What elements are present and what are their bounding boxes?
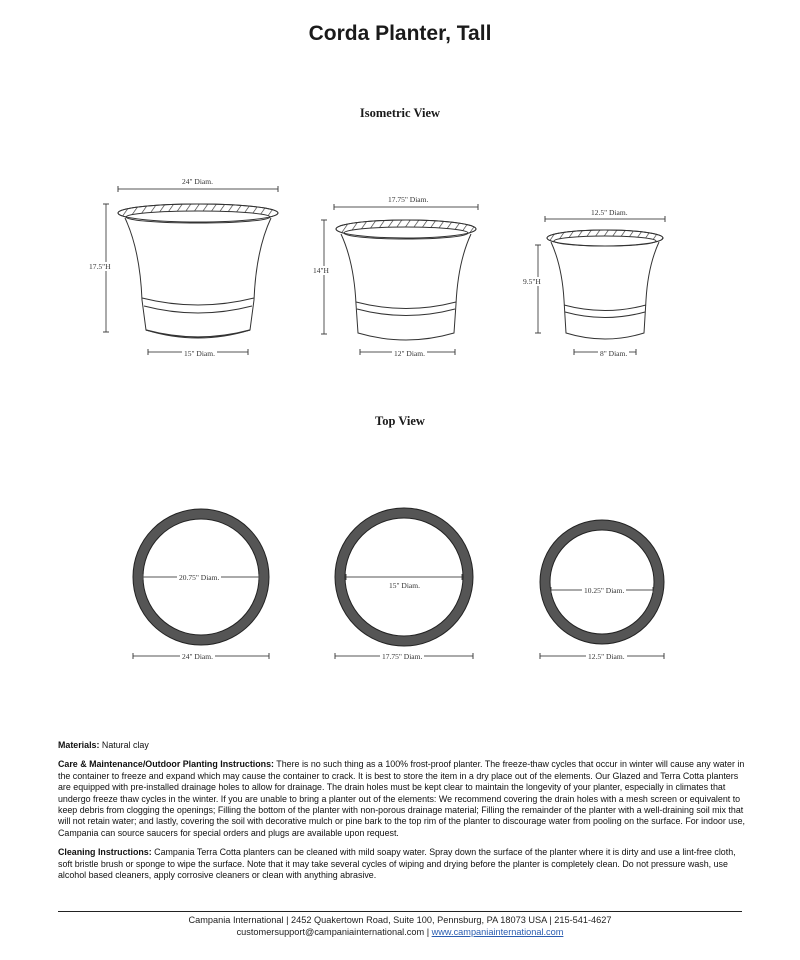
medium-outer-diameter-label: 17.75" Diam. <box>382 652 423 661</box>
care-text: There is no such thing as a 100% frost-proof planter. The freeze-thaw cycles that occur in winter will cause any water in the container to freeze and expand which may cause the container to crack. It is best to store the item in a dry place out of the elements. Our Glazed and Terra Cotta planters are equipped with pre-installed drainage holes to allow for drainage. The drain holes must be kept clear to maintain the longevity of your planter, especially in climates that undergo freeze thaw cycles in the winter. If you are unable to bring a planter out of the elements: We recommend covering the drain holes with a mesh screen or equivalent to keep debris from clogging the openings; Filling the bottom of the planter with non-porous drainage material; Filling the remainder of the planter with a well-draining soil mix that will not retain water; and lastly, covering the soil with decorative mulch or pine bark to the top rim of the planter to discourage water from pooling on the surface. For indoor use, Campania can source saucers for special orders and plugs are available upon request. <box>58 759 746 838</box>
footer-email[interactable]: customersupport@campaniainternational.com <box>236 927 425 937</box>
footer-separator: | <box>424 927 432 937</box>
planter-large-isometric <box>106 189 278 352</box>
footer-divider <box>58 911 742 912</box>
isometric-view-heading: Isometric View <box>359 106 441 120</box>
large-height-label: 17.5"H <box>89 262 111 271</box>
care-paragraph <box>58 759 748 839</box>
large-inner-diameter-label: 20.75" Diam. <box>179 573 220 582</box>
medium-height-label: 14"H <box>313 266 329 275</box>
cleaning-text: Campania Terra Cotta planters can be cleaned with mild soapy water. Spray down the surface of the planter where it is dirty and use a lint-free cloth, soft bristle brush or sponge to wipe the surface. Note that it may take several cycles of wiping and drying before the planter is completely clean. Do not pressure wash, use alcohol based cleaners, apply corrosive cleaners or clean with anything abrasive. <box>58 847 736 881</box>
materials-paragraph <box>58 740 748 751</box>
large-outer-diameter-label: 24" Diam. <box>182 652 213 661</box>
top-view-heading: Top View <box>375 414 425 428</box>
large-base-diameter-label: 15" Diam. <box>184 349 215 358</box>
medium-base-diameter-label: 12" Diam. <box>394 349 425 358</box>
product-details <box>58 740 748 889</box>
planter-medium-isometric <box>324 207 478 352</box>
footer-address: Campania International | 2452 Quakertown Road, Suite 100, Pennsburg, PA 18073 USA | 215-541-4627 <box>188 915 612 925</box>
medium-inner-diameter-label: 15" Diam. <box>389 581 420 590</box>
large-top-diameter-label: 24" Diam. <box>182 177 213 186</box>
small-base-diameter-label: 8" Diam. <box>600 349 628 358</box>
small-height-label: 9.5"H <box>523 277 541 286</box>
planter-small-isometric <box>538 219 665 352</box>
medium-top-diameter-label: 17.75" Diam. <box>388 195 429 204</box>
small-outer-diameter-label: 12.5" Diam. <box>588 652 625 661</box>
footer-website-link[interactable]: www.campaniainternational.com <box>431 927 564 937</box>
materials-label: Materials: <box>58 740 100 750</box>
cleaning-label: Cleaning Instructions: <box>58 847 152 858</box>
footer-contact <box>0 926 800 938</box>
cleaning-paragraph <box>58 847 748 881</box>
small-inner-diameter-label: 10.25" Diam. <box>584 586 625 595</box>
small-top-diameter-label: 12.5" Diam. <box>591 208 628 217</box>
planter-large-top-view <box>133 509 269 656</box>
materials-text: Natural clay <box>101 740 149 750</box>
footer <box>0 914 800 938</box>
page-title: Corda Planter, Tall <box>308 22 492 45</box>
care-label: Care & Maintenance/Outdoor Planting Instructions: <box>58 759 274 770</box>
